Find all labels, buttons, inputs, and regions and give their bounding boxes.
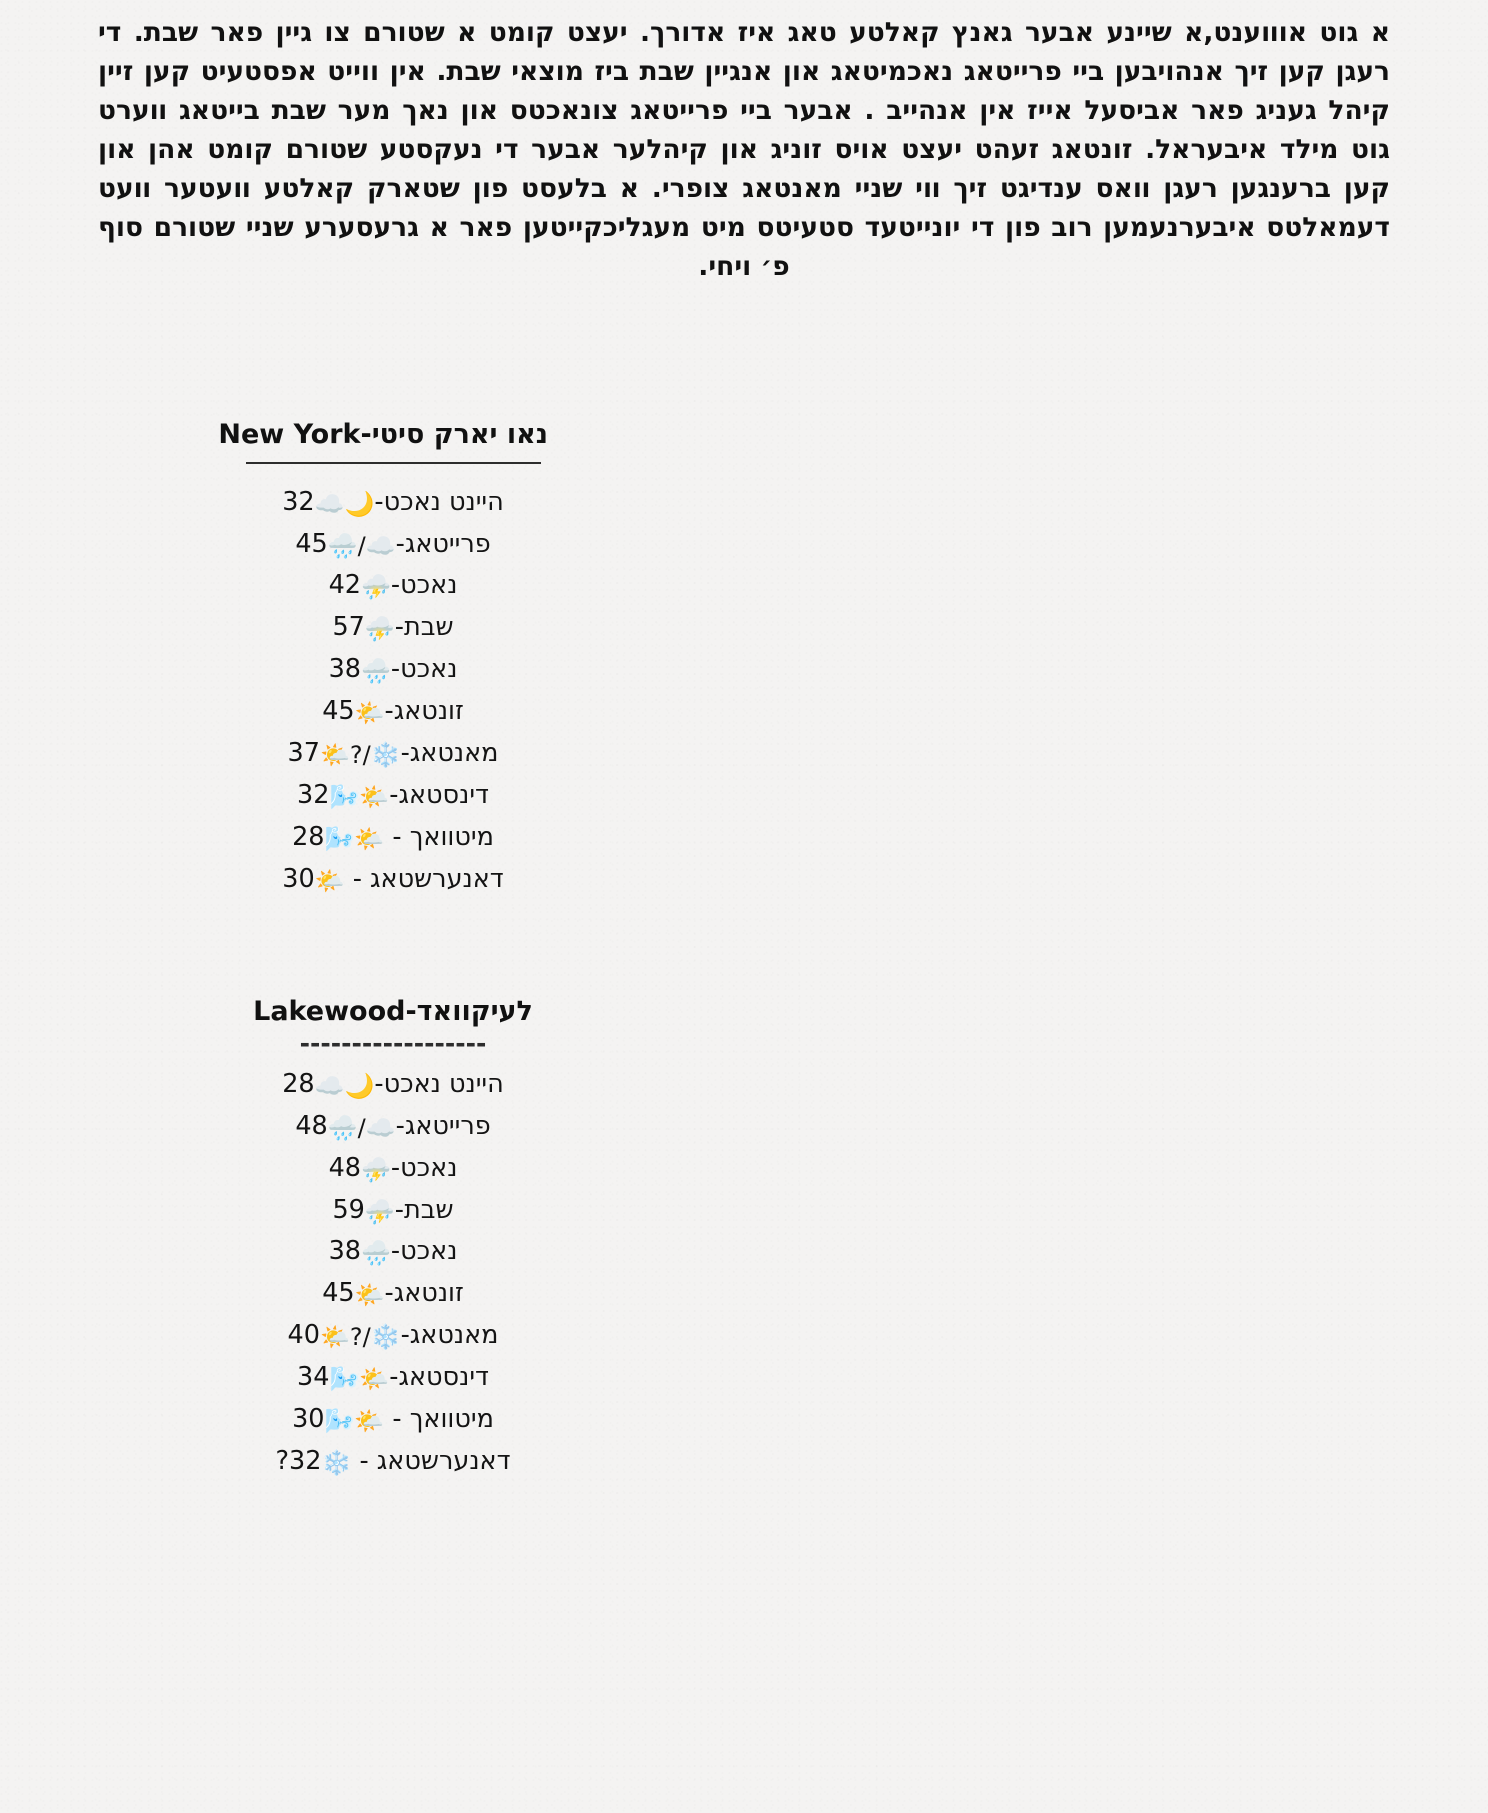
- day-label: היינט נאכט-: [374, 486, 504, 517]
- forecast-row: [238, 649, 548, 691]
- day-label: מיטוואך -: [384, 821, 494, 852]
- city-title-lakewood: לעיקוואד-Lakewood: [253, 996, 533, 1028]
- forecast-row: [238, 817, 548, 859]
- weather-icon: ⛈️: [361, 573, 391, 602]
- day-label: פרייטאג-: [395, 528, 491, 559]
- temperature: 48: [328, 1152, 362, 1183]
- weather-icon: ☁️/🌧️: [327, 1113, 396, 1142]
- day-label: שבת-: [394, 1194, 454, 1225]
- temperature: 42: [328, 570, 362, 601]
- temperature: 40: [287, 1320, 320, 1351]
- temperature: 37: [287, 737, 320, 768]
- temperature: 28: [292, 821, 325, 852]
- temperature: 30: [282, 863, 315, 894]
- weather-icon: ⛈️: [361, 1155, 391, 1184]
- temperature: 32: [297, 779, 330, 810]
- temperature: 32: [282, 486, 315, 517]
- temperature: 48: [295, 1110, 328, 1141]
- block-spacer: [90, 900, 1398, 996]
- weather-icon: ❄️/?🌤️: [319, 740, 401, 769]
- forecast-row: [238, 691, 548, 733]
- divider-solid: [246, 462, 541, 464]
- weather-icon: 🌙☁️: [314, 489, 375, 518]
- day-label: דינסטאג-: [389, 779, 489, 810]
- weather-icon: 🌙☁️: [314, 1071, 375, 1100]
- weather-icon: ❄️/?🌤️: [319, 1323, 401, 1352]
- forecast-row: [238, 1315, 548, 1357]
- weather-icon: 🌤️🌬️: [329, 1365, 390, 1394]
- temperature: 30: [292, 1403, 325, 1434]
- intro-paragraph: א גוט אוװענט,א שיינע אבער גאנץ קאלטע טאג איז אדורך. יעצט קומט א שטורם צו גיין פאר שבת. די רעגן קען זיך אנהויבען ביי פרייטאג נאכמיטאג און אנגיין שבת ביז מוצאי שבת. אין ווייט אפסטעיט קען זיין קיהל געניג פאר אביסעל אייז אין אנהייב . אבער ביי פרייטאג צונאכטס און נאך מער שבת בייטאג װערט גוט מילד איבעראל. זונטאג זעהט יעצט אויס זוניג און קיהלער אבער די נעקסטע שטורם קומט אהן און קען ברענגען רעגן װאס ענדיגט זיך װי שניי מאנטאג צופרי. א בלעסט פון שטארק קאלטע װעטער װעט דעמאלטס איבערנעמען רוב פון די יונייטעד סטעיטס מיט מעגליכקייטען פאר א גרעסערע שניי שטורם סוף פ׳ ויחי.: [98, 17, 1390, 282]
- weather-icon: 🌤️🌬️: [329, 782, 390, 811]
- temperature: 45: [322, 696, 355, 727]
- weather-icon: ❄️: [321, 1448, 352, 1477]
- day-label: מיטוואך -: [384, 1403, 494, 1434]
- temperature: 45: [322, 1278, 355, 1309]
- day-label: דינסטאג-: [389, 1362, 489, 1393]
- weather-icon: 🌤️: [354, 1281, 385, 1310]
- weather-icon: 🌤️: [354, 699, 385, 728]
- day-label: נאכט-: [390, 654, 458, 685]
- city-title-new-york: נאו יארק סיטי-New York: [218, 418, 548, 450]
- forecast-row: [238, 482, 548, 524]
- weather-icon: ☁️/🌧️: [327, 531, 396, 560]
- temperature: 59: [332, 1194, 365, 1225]
- weather-icon: 🌤️🌬️: [324, 1406, 385, 1435]
- weather-icon: 🌧️: [361, 1239, 391, 1268]
- weather-icon: 🌤️🌬️: [324, 824, 385, 853]
- temperature: 38: [328, 1236, 362, 1267]
- forecast-row: [238, 1231, 548, 1273]
- temperature: 57: [332, 612, 365, 643]
- forecast-row: [238, 1273, 548, 1315]
- day-label: זונטאג-: [384, 1278, 464, 1309]
- temperature: 45: [295, 528, 328, 559]
- forecast-row: [238, 607, 548, 649]
- forecast-row: [238, 565, 548, 607]
- day-label: דאנערשטאג -: [351, 1445, 511, 1476]
- weather-icon: ⛈️: [364, 1197, 395, 1226]
- temperature: 28: [282, 1068, 315, 1099]
- weather-icon: ⛈️: [364, 615, 395, 644]
- forecast-row: [238, 1064, 548, 1106]
- day-label: מאנטאג-: [400, 1320, 499, 1351]
- forecast-row: [238, 775, 548, 817]
- day-label: נאכט-: [390, 1152, 458, 1183]
- intro-forecast-spacer: [90, 287, 1398, 419]
- day-label: שבת-: [394, 612, 454, 643]
- forecast-row: [238, 1148, 548, 1190]
- forecast-block-lakewood: [90, 996, 1398, 1482]
- temperature: 34: [297, 1362, 330, 1393]
- day-label: נאכט-: [390, 570, 458, 601]
- temperature: 38: [328, 654, 362, 685]
- day-label: מאנטאג-: [400, 737, 499, 768]
- forecast-row: [238, 859, 548, 901]
- day-label: נאכט-: [390, 1236, 458, 1267]
- divider-dashed: ------------------: [299, 1033, 487, 1056]
- day-label: דאנערשטאג -: [344, 863, 504, 894]
- day-label: פרייטאג-: [395, 1110, 491, 1141]
- weather-icon: 🌧️: [361, 657, 391, 686]
- day-label: זונטאג-: [384, 696, 464, 727]
- forecast-row: [238, 1399, 548, 1441]
- forecast-row: [238, 733, 548, 775]
- day-label: היינט נאכט-: [374, 1068, 504, 1099]
- forecast-row: [238, 524, 548, 566]
- temperature: 32?: [275, 1445, 322, 1476]
- forecast-block-new-york: [90, 419, 1398, 901]
- forecast-row: [238, 1106, 548, 1148]
- forecast-row: [238, 1190, 548, 1232]
- forecast-row: [238, 1357, 548, 1399]
- weather-icon: 🌤️: [314, 866, 345, 895]
- forecast-row: [238, 1441, 548, 1483]
